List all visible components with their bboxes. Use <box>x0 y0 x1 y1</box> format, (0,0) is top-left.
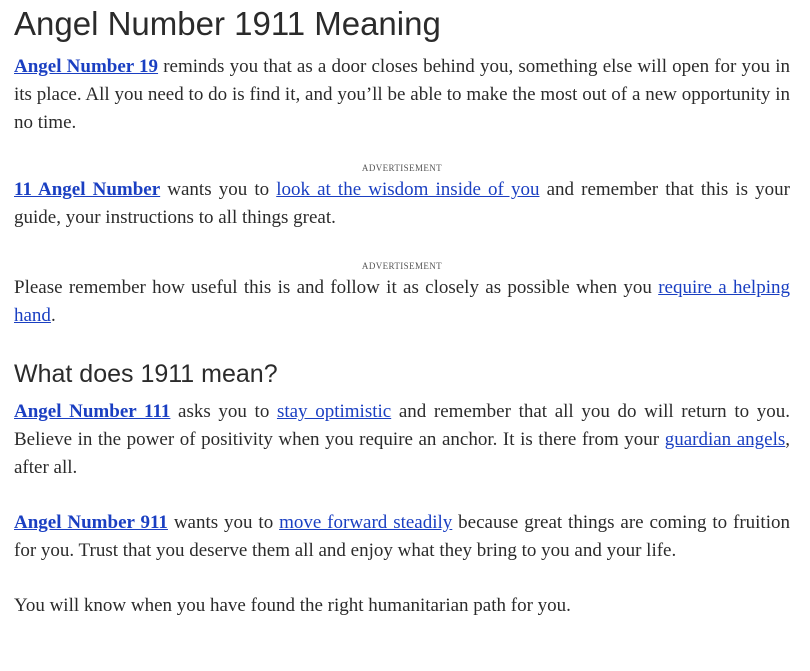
paragraph-text: wants you to <box>160 179 277 200</box>
paragraph-text: asks you to <box>170 401 277 422</box>
page-title: Angel Number 1911 Meaning <box>14 5 441 42</box>
link-angel-number-19[interactable]: Angel Number 19 <box>14 56 159 77</box>
paragraph-text: . <box>50 305 56 326</box>
link-wisdom-inside[interactable]: look at the wisdom inside of you <box>276 179 540 200</box>
article-content <box>14 0 790 620</box>
advertisement-label: ADVERTISEMENT <box>361 163 443 173</box>
paragraph-angel-19 <box>14 53 790 137</box>
link-angel-number-111[interactable]: Angel Number 111 <box>14 401 171 422</box>
paragraph-text: and remember that all you do will return to you. Believe in the power of positivity when you require an anchor. It is there from your <box>14 401 790 450</box>
paragraph-helping-hand <box>14 274 790 330</box>
paragraph-text: and remember that this is your guide, your instructions to all things great. <box>14 179 791 228</box>
paragraph-angel-911 <box>14 509 790 565</box>
paragraph-text: reminds you that as a door closes behind you, something else will open for you in its place. All you need to do is find it, and you’ll be able to make the most out of a new opportunity in no time. <box>14 56 790 133</box>
link-11-angel-number[interactable]: 11 Angel Number <box>14 179 161 200</box>
paragraph-angel-11 <box>14 176 790 232</box>
paragraph-text: wants you to <box>167 512 280 533</box>
paragraph-angel-111 <box>14 398 790 482</box>
advertisement-label: ADVERTISEMENT <box>361 261 443 271</box>
link-angel-number-911[interactable]: Angel Number 911 <box>14 512 168 533</box>
paragraph-text: Please remember how useful this is and follow it as closely as possible when you <box>14 277 659 298</box>
link-move-forward-steadily[interactable]: move forward steadily <box>279 512 453 533</box>
paragraph-humanitarian-path: You will know when you have found the right humanitarian path for you. <box>14 595 571 616</box>
link-helping-hand[interactable]: require a helping hand <box>14 277 790 326</box>
section-heading: What does 1911 mean? <box>14 360 278 388</box>
link-stay-optimistic[interactable]: stay optimistic <box>276 401 392 422</box>
paragraph-text: , after all. <box>14 429 790 478</box>
paragraph-text: because great things are coming to fruition for you. Trust that you deserve them all and enjoy what they bring to you and your life. <box>14 512 790 561</box>
link-guardian-angels[interactable]: guardian angels <box>664 429 786 450</box>
